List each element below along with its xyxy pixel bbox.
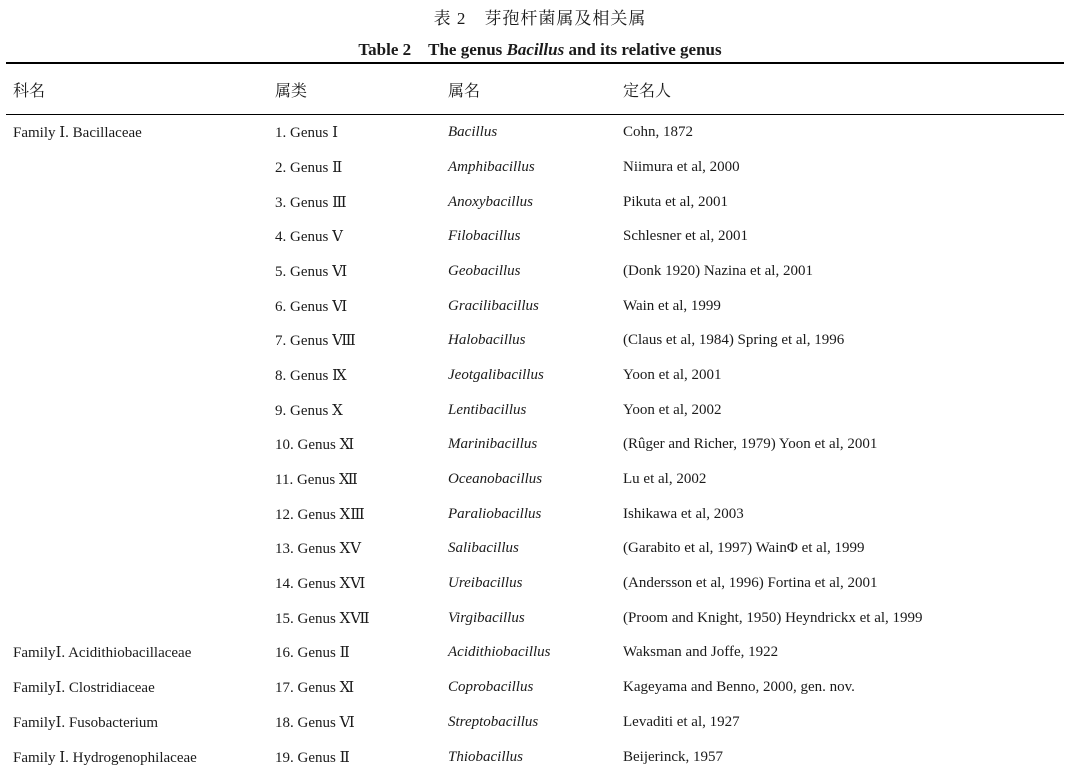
order-cell: 4. Genus Ⅴ (275, 229, 343, 246)
family-cell: Family Ⅰ. Hydrogenophilaceae (13, 749, 197, 766)
genus-cell: Oceanobacillus (448, 471, 543, 488)
author-cell: Yoon et al, 2001 (623, 366, 722, 383)
genus-cell: Gracilibacillus (448, 297, 539, 314)
family-cell: FamilyⅠ. Fusobacterium (13, 714, 159, 731)
table-row (6, 358, 1064, 393)
genus-cell: Halobacillus (448, 332, 526, 349)
family-cell (6, 185, 268, 220)
author-cell: Lu et al, 2002 (623, 471, 707, 488)
header-order: 属类 (275, 82, 308, 100)
family-cell (6, 289, 268, 324)
caption-en-italic: Bacillus (506, 40, 565, 59)
author-cell: Cohn, 1872 (623, 123, 694, 140)
table-row (6, 254, 1064, 289)
header-author: 定名人 (623, 82, 672, 100)
header-family: 科名 (13, 82, 46, 100)
table-row (6, 114, 1064, 150)
family-cell (6, 219, 268, 254)
family-cell (6, 150, 268, 185)
genus-cell: Geobacillus (448, 262, 521, 279)
family-cell (6, 428, 268, 463)
order-cell: 3. Genus Ⅲ (275, 194, 347, 211)
order-cell: 9. Genus Ⅹ (275, 402, 343, 419)
genus-cell: Lentibacillus (448, 401, 527, 418)
family-cell: FamilyⅠ. Clostridiaceae (13, 680, 155, 697)
order-cell: 8. Genus Ⅸ (275, 367, 347, 384)
order-cell: 15. Genus ⅩⅦ (275, 610, 370, 627)
order-cell: 13. Genus ⅩⅤ (275, 541, 362, 558)
family-cell: Family Ⅰ. Bacillaceae (13, 124, 142, 141)
genus-cell: Streptobacillus (448, 713, 539, 730)
genus-cell: Coprobacillus (448, 679, 534, 696)
table-row (6, 462, 1064, 497)
author-cell: (Claus et al, 1984) Spring et al, 1996 (623, 332, 845, 349)
table-row (6, 428, 1064, 463)
family-cell (6, 566, 268, 601)
table-row (6, 532, 1064, 567)
table-row (6, 601, 1064, 636)
order-cell: 7. Genus Ⅷ (275, 333, 356, 350)
caption-en-suffix: and its relative genus (564, 40, 722, 59)
order-cell: 10. Genus Ⅺ (275, 437, 355, 454)
order-cell: 2. Genus Ⅱ (275, 159, 343, 176)
genus-cell: Salibacillus (448, 540, 519, 557)
author-cell: Waksman and Joffe, 1922 (623, 644, 779, 661)
family-cell (6, 532, 268, 567)
author-cell: (Rûger and Richer, 1979) Yoon et al, 2001 (623, 436, 878, 453)
order-cell: 18. Genus Ⅵ (275, 714, 355, 731)
genus-cell: Acidithiobacillus (448, 644, 551, 661)
genus-cell: Virgibacillus (448, 609, 525, 626)
genus-cell: Amphibacillus (448, 158, 535, 175)
author-cell: Yoon et al, 2002 (623, 401, 722, 418)
table-row (6, 670, 1064, 705)
family-cell (6, 393, 268, 428)
table-row (6, 393, 1064, 428)
family-cell (6, 323, 268, 358)
order-cell: 12. Genus ⅩⅢ (275, 506, 365, 523)
author-cell: (Garabito et al, 1997) WainΦ et al, 1999 (623, 540, 865, 557)
table-header-row (6, 64, 1064, 114)
order-cell: 14. Genus ⅩⅥ (275, 576, 366, 593)
order-cell: 11. Genus Ⅻ (275, 472, 358, 489)
genus-cell: Marinibacillus (448, 436, 538, 453)
author-cell: Ishikawa et al, 2003 (623, 505, 744, 522)
header-genus: 属名 (448, 82, 481, 100)
table-row (6, 705, 1064, 740)
author-cell: Levaditi et al, 1927 (623, 713, 740, 730)
order-cell: 1. Genus Ⅰ (275, 124, 339, 141)
genus-cell: Filobacillus (448, 228, 521, 245)
family-cell (6, 497, 268, 532)
order-cell: 5. Genus Ⅵ (275, 263, 348, 280)
table-row (6, 289, 1064, 324)
table-body (6, 114, 1064, 774)
table-row (6, 566, 1064, 601)
author-cell: (Andersson et al, 1996) Fortina et al, 2001 (623, 575, 878, 592)
table-row (6, 185, 1064, 220)
genus-cell: Ureibacillus (448, 575, 523, 592)
order-cell: 17. Genus Ⅺ (275, 680, 355, 697)
table-caption-english (0, 35, 1080, 60)
table-row (6, 323, 1064, 358)
genus-cell: Thiobacillus (448, 748, 524, 765)
author-cell: Kageyama and Benno, 2000, gen. nov. (623, 679, 855, 696)
author-cell: Schlesner et al, 2001 (623, 228, 748, 245)
order-cell: 6. Genus Ⅵ (275, 298, 348, 315)
family-cell: FamilyⅠ. Acidithiobacillaceae (13, 645, 192, 662)
table-row (6, 740, 1064, 774)
table-row (6, 219, 1064, 254)
table-caption-chinese: 表 2 芽孢杆菌属及相关属 (433, 9, 647, 28)
table-row (6, 497, 1064, 532)
author-cell: Beijerinck, 1957 (623, 748, 723, 765)
caption-en-prefix: Table 2 The genus (358, 40, 507, 59)
family-cell (6, 254, 268, 289)
family-cell (6, 462, 268, 497)
author-cell: (Proom and Knight, 1950) Heyndrickx et al, 1999 (623, 609, 923, 626)
family-cell (6, 601, 268, 636)
genus-table (6, 64, 1064, 774)
genus-cell: Jeotgalibacillus (448, 366, 544, 383)
author-cell: Niimura et al, 2000 (623, 158, 740, 175)
author-cell: Wain et al, 1999 (623, 297, 721, 314)
author-cell: Pikuta et al, 2001 (623, 193, 728, 210)
family-cell (6, 358, 268, 393)
genus-cell: Bacillus (448, 123, 498, 140)
table-row (6, 150, 1064, 185)
table-row (6, 636, 1064, 671)
genus-cell: Paraliobacillus (448, 505, 542, 522)
order-cell: 19. Genus Ⅱ (275, 749, 350, 766)
author-cell: (Donk 1920) Nazina et al, 2001 (623, 262, 813, 279)
order-cell: 16. Genus Ⅱ (275, 645, 350, 662)
genus-cell: Anoxybacillus (448, 193, 533, 210)
